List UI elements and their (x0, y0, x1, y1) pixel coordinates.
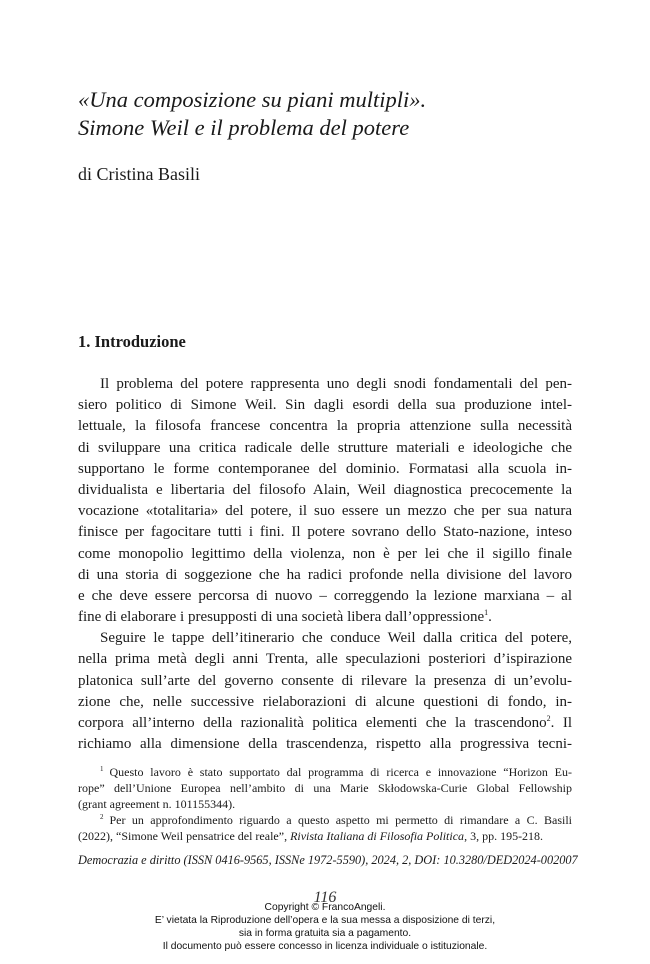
footnote-1-line: (grant agreement n. 101155344). (78, 797, 236, 811)
body-line: come monopolio legittimo della violenza, non è per lei che il sigillo finale (78, 545, 572, 562)
body-line: siero politico di Simone Weil. Sin dagli esordi della sua produzione intel- (78, 397, 572, 414)
section-heading: 1. Introduzione (78, 332, 186, 351)
body-line: Seguire le tappe dell’itinerario che conduce Weil dalla critica del potere, (100, 630, 572, 647)
article-title-line-1: «Una composizione su piani multipli». (78, 87, 427, 112)
footnote-1-text: Questo lavoro è stato supportato dal programma di ricerca e innovazione “Horizon Eu- (109, 765, 572, 779)
copyright-line: Copyright © FrancoAngeli. (264, 902, 386, 913)
page-number: 116 (313, 889, 337, 906)
body-line: dividualista e libertaria del filosofo Alain, Weil diagnostica precocemente la (78, 481, 572, 498)
body-line: zione che, nelle successive rielaborazioni di alcune questioni di fondo, in- (78, 693, 572, 710)
body-line (78, 713, 572, 734)
body-text (78, 374, 572, 755)
body-line: vocazione «totalitaria» del potere, il suo essere un mezzo che per sua natura (78, 503, 572, 520)
footnote-1-line: rope” dell’Unione Europea nell’ambito di una Marie Skłodowska-Curie Global Fellowship (78, 781, 572, 795)
body-line (78, 607, 572, 628)
body-line-text: . Il (550, 715, 572, 731)
footnote-2-text: Per un approfondimento riguardo a questo aspetto mi permetto di rimandare a C. Basili (109, 813, 572, 827)
article-title (78, 86, 598, 142)
body-line: platonica sull’arte del governo consente di rilevare la presenza di un’evolu- (78, 672, 572, 689)
footnote-reference-1[interactable]: 1 (484, 608, 489, 618)
footnote-1-line (78, 764, 572, 780)
footnote-reference-2[interactable]: 2 (546, 714, 551, 723)
copyright-line: E’ vietata la Riproduzione dell’opera e la sua messa a disposizione di terzi, (154, 915, 496, 926)
copyright-line: Il documento può essere concesso in licenza individuale o istituzionale. (162, 941, 488, 952)
footnote-1-mark: 1 (100, 765, 104, 773)
body-line: e che deve essere percorsa di nuovo – correggendo la lezione marxiana – al (78, 587, 572, 604)
body-line: Il problema del potere rappresenta uno degli snodi fondamentali del pen- (100, 376, 572, 392)
footnote-2-line (78, 828, 572, 844)
body-line: lettuale, la filosofa francese concentra la propria attenzione sulla necessità (78, 418, 572, 435)
body-line: supportano le forme contemporanee del dominio. Formatasi alla scuola in- (78, 460, 572, 477)
copyright-line: sia in forma gratuita sia a pagamento. (238, 928, 412, 939)
copyright-notice (0, 901, 650, 953)
article-title-line-2: Simone Weil e il problema del potere (78, 115, 410, 140)
footnote-2-text: , 3, pp. 195-218. (464, 829, 544, 843)
body-line: finisce per fagocitare tutti i fini. Il potere sovrano dello Stato-nazione, inteso (78, 524, 572, 541)
footnote-2-mark: 2 (100, 813, 104, 821)
footnote-2-journal-title: Rivista Italiana di Filosofia Politica (290, 829, 465, 843)
body-line-text: . (488, 609, 492, 626)
body-line-text: corpora all’interno della razionalità politica elementi che la trascendono (78, 715, 547, 731)
footnote-2-line (78, 812, 572, 828)
body-line: nella prima metà degli anni Trenta, alle speculazioni posteriori d’ispirazione (78, 651, 572, 668)
journal-citation: Democrazia e diritto (ISSN 0416-9565, ISSNe 1972-5590), 2024, 2, DOI: 10.3280/DED2024-002007 (78, 853, 578, 867)
body-line-text: fine di elaborare i presupposti di una società libera dall’oppressione (78, 609, 485, 626)
footnote-2-text: (2022), “Simone Weil pensatrice del reale”, (78, 829, 288, 843)
footnotes (78, 764, 572, 844)
body-line: di una storia di soggezione che ha radici profonde nella divisione del lavoro (78, 566, 572, 583)
body-line: di sviluppare una critica radicale delle strutture materiali e ideologiche che (78, 439, 572, 456)
body-line: richiamo alla dimensione della trascendenza, rispetto alla progressiva tecni- (78, 736, 572, 753)
article-author: di Cristina Basili (78, 164, 201, 184)
